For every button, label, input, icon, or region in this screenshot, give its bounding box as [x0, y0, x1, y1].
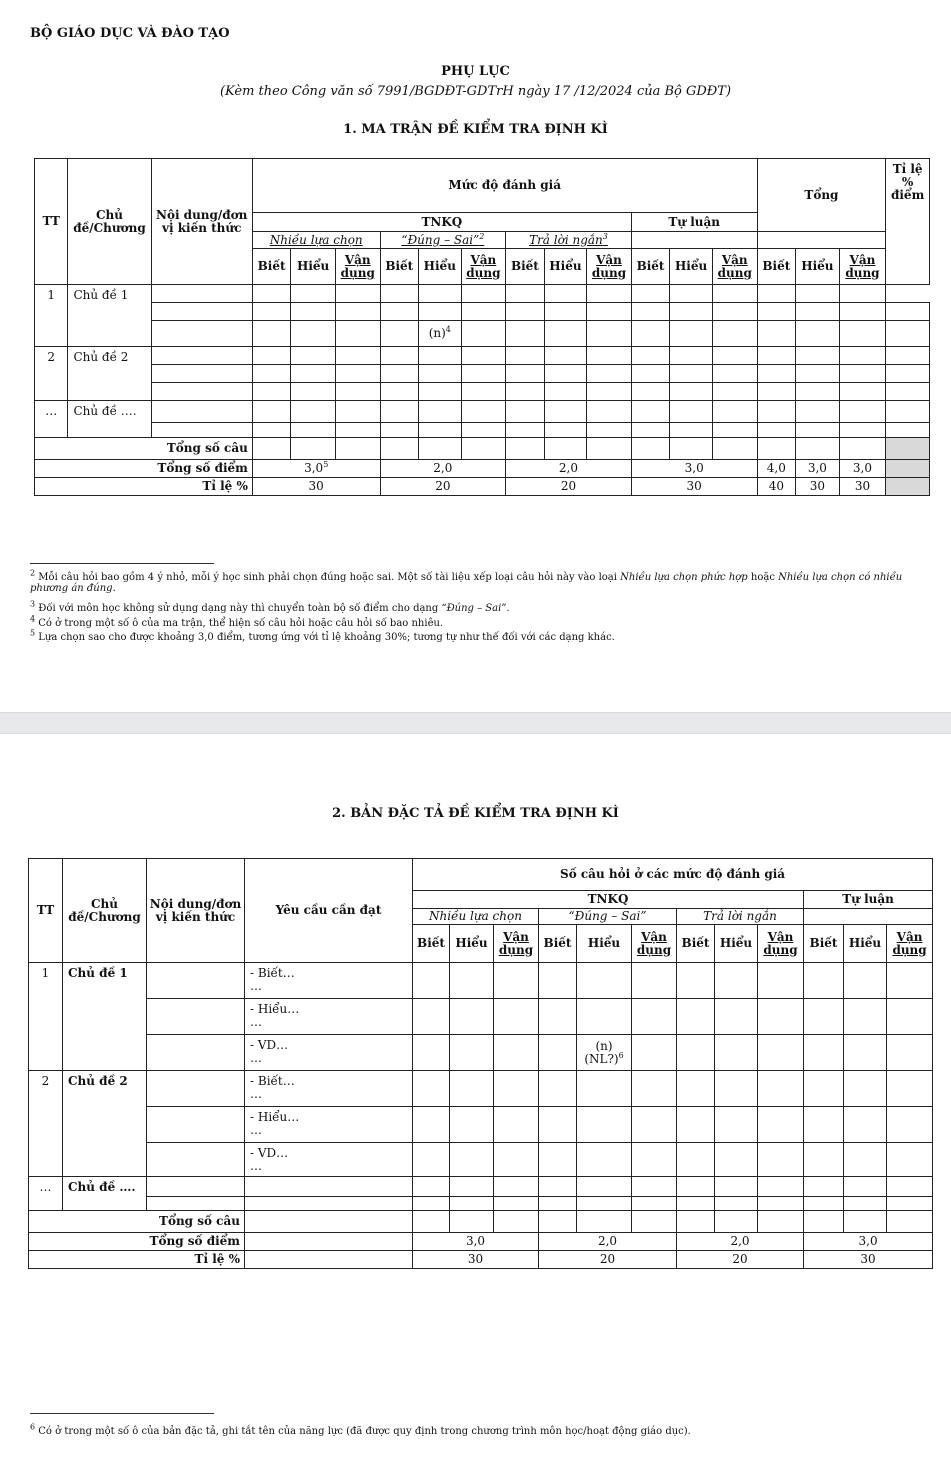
ratio-total-vd: 30	[839, 478, 886, 496]
points-short: 2,0	[506, 460, 632, 478]
footnote-divider	[30, 1413, 214, 1414]
points-mcq: 3,0	[413, 1233, 539, 1251]
ratio-total-hieu: 30	[796, 478, 840, 496]
header-blank	[631, 232, 757, 249]
req-biet: - Biết… …	[245, 1071, 413, 1107]
col-hieu: Hiểu	[450, 925, 494, 963]
header-tf: “Đúng – Sai”	[539, 909, 677, 925]
header-mcq: Nhiều lựa chọn	[413, 909, 539, 925]
points-tf: 2,0	[539, 1233, 677, 1251]
row-topic: Chủ đề 1	[68, 285, 151, 347]
col-biet: Biết	[413, 925, 450, 963]
section1-title: 1. MA TRẬN ĐỀ KIỂM TRA ĐỊNH KÌ	[343, 122, 608, 137]
footnote-divider	[30, 563, 214, 564]
page-break	[0, 712, 951, 734]
header-short: Trả lời ngắn$^3$	[506, 232, 632, 249]
points-total-biet: 4,0	[757, 460, 796, 478]
header-ratio: Tỉ lệ % điểm	[886, 159, 930, 285]
row-tt: …	[35, 401, 68, 438]
row-topic: Chủ đề ….	[68, 401, 151, 438]
col-hieu: Hiểu	[544, 249, 587, 285]
col-biet: Biết	[677, 925, 715, 963]
header-requirement: Yêu cầu cần đạt	[245, 859, 413, 963]
points-total-vd: 3,0	[839, 460, 886, 478]
col-biet: Biết	[804, 925, 844, 963]
total-points-label: Tổng số điểm	[29, 1233, 245, 1251]
row-tt: 2	[29, 1071, 63, 1177]
appendix-note: (Kèm theo Công văn số 7991/BGDĐT-GDTrH ngày 17 /12/2024 của Bộ GDĐT)	[219, 84, 732, 99]
row-tt: 1	[29, 963, 63, 1071]
col-vandung: Vận dụng	[712, 249, 757, 285]
header-tt: TT	[35, 159, 68, 285]
col-hieu: Hiểu	[670, 249, 713, 285]
col-hieu: Hiểu	[796, 249, 840, 285]
header-content: Nội dung/đơn vị kiến thức	[147, 859, 245, 963]
cell-mark: $(n)^4$	[419, 321, 462, 347]
footnote-2: $^2$ Mỗi câu hỏi bao gồm 4 ý nhỏ, mỗi ý học sinh phải chọn đúng hoặc sai. Một số tài liệu xếp loại câu hỏi này vào loại Nhiều lựa chọn phức hợp hoặc Nhiều lựa chọn có nhiều phương án đúng.	[30, 568, 903, 594]
points-mcq: $3,0^5$	[252, 460, 380, 478]
req-vd: - VD… …	[245, 1035, 413, 1071]
col-vandung: Vận dụng	[887, 925, 933, 963]
spec-table	[28, 858, 933, 1269]
ratio-tf: 20	[380, 478, 506, 496]
header-count: Số câu hỏi ở các mức độ đánh giá	[413, 859, 933, 891]
col-vandung: Vận dụng	[461, 249, 506, 285]
appendix-title: PHỤ LỤC	[441, 64, 510, 79]
ratio-label: Tỉ lệ %	[35, 478, 253, 496]
col-hieu: Hiểu	[715, 925, 758, 963]
header-tuluan: Tự luận	[804, 891, 933, 909]
ratio-short: 20	[506, 478, 632, 496]
ratio-mcq: 30	[413, 1251, 539, 1269]
col-vandung: Vận dụng	[335, 249, 380, 285]
ratio-total-biet: 40	[757, 478, 796, 496]
header-content: Nội dung/đơn vị kiến thức	[151, 159, 252, 285]
footnote-4: $^4$ Có ở trong một số ô của ma trận, thể hiện số câu hỏi hoặc câu hỏi số bao nhiêu.	[30, 614, 444, 629]
req-hieu: - Hiểu… …	[245, 1107, 413, 1143]
ratio-mcq: 30	[252, 478, 380, 496]
row-topic: Chủ đề ….	[63, 1177, 147, 1211]
col-vandung: Vận dụng	[632, 925, 677, 963]
row-tt: 2	[35, 347, 68, 401]
col-vandung: Vận dụng	[587, 249, 632, 285]
ratio-essay: 30	[804, 1251, 933, 1269]
col-hieu: Hiểu	[291, 249, 336, 285]
req-vd: - VD… …	[245, 1143, 413, 1177]
ratio-label: Tỉ lệ %	[29, 1251, 245, 1269]
col-vandung: Vận dụng	[494, 925, 539, 963]
ratio-short: 20	[677, 1251, 804, 1269]
footnote-5: $^5$ Lựa chọn sao cho được khoảng 3,0 điểm, tương ứng với tỉ lệ khoảng 30%; tương tự như thế đối với các dạng khác.	[30, 628, 615, 643]
points-short: 2,0	[677, 1233, 804, 1251]
header-blank	[804, 909, 933, 925]
matrix-table	[34, 158, 930, 496]
header-topic: Chủ đề/Chương	[68, 159, 151, 285]
header-short: Trả lời ngắn	[677, 909, 804, 925]
points-tf: 2,0	[380, 460, 506, 478]
col-hieu: Hiểu	[419, 249, 462, 285]
ministry-name: BỘ GIÁO DỤC VÀ ĐÀO TẠO	[30, 26, 230, 41]
col-biet: Biết	[539, 925, 577, 963]
total-questions-label: Tổng số câu	[29, 1211, 245, 1233]
col-hieu: Hiểu	[844, 925, 887, 963]
req-biet: - Biết… …	[245, 963, 413, 999]
row-tt: …	[29, 1177, 63, 1211]
total-points-label: Tổng số điểm	[35, 460, 253, 478]
section2-title: 2. BẢN ĐẶC TẢ ĐỀ KIỂM TRA ĐỊNH KÌ	[332, 806, 619, 821]
header-tnkq: TNKQ	[413, 891, 804, 909]
header-total: Tổng	[757, 159, 886, 232]
total-questions-label: Tổng số câu	[35, 438, 253, 460]
header-tnkq: TNKQ	[252, 213, 631, 232]
header-blank	[757, 232, 886, 249]
points-essay: 3,0	[804, 1233, 933, 1251]
header-topic: Chủ đề/Chương	[63, 859, 147, 963]
row-topic: Chủ đề 1	[63, 963, 147, 1071]
header-level: Mức độ đánh giá	[252, 159, 757, 213]
ratio-essay: 30	[631, 478, 757, 496]
row-tt: 1	[35, 285, 68, 347]
header-tf: “Đúng – Sai”$^2$	[380, 232, 506, 249]
req-hieu: - Hiểu… …	[245, 999, 413, 1035]
col-biet: Biết	[252, 249, 291, 285]
cell-mark: (n) (NL?)$^6$	[577, 1035, 632, 1071]
col-hieu: Hiểu	[577, 925, 632, 963]
header-tt: TT	[29, 859, 63, 963]
footnote-3: $^3$ Đối với môn học không sử dụng dạng này thì chuyển toàn bộ số điểm cho dạng “Đúng – Sai”.	[30, 599, 510, 614]
header-tuluan: Tự luận	[631, 213, 757, 232]
ratio-tf: 20	[539, 1251, 677, 1269]
col-biet: Biết	[380, 249, 419, 285]
points-total-hieu: 3,0	[796, 460, 840, 478]
row-topic: Chủ đề 2	[63, 1071, 147, 1177]
footnote-6: $^6$ Có ở trong một số ô của bản đặc tả, ghi tắt tên của năng lực (đã được quy định trong chương trình môn học/hoạt động giáo dục).	[30, 1422, 691, 1437]
header-mcq: Nhiều lựa chọn	[252, 232, 380, 249]
row-topic: Chủ đề 2	[68, 347, 151, 401]
col-biet: Biết	[631, 249, 670, 285]
col-biet: Biết	[757, 249, 796, 285]
points-essay: 3,0	[631, 460, 757, 478]
col-biet: Biết	[506, 249, 545, 285]
col-vandung: Vận dụng	[839, 249, 886, 285]
col-vandung: Vận dụng	[758, 925, 804, 963]
